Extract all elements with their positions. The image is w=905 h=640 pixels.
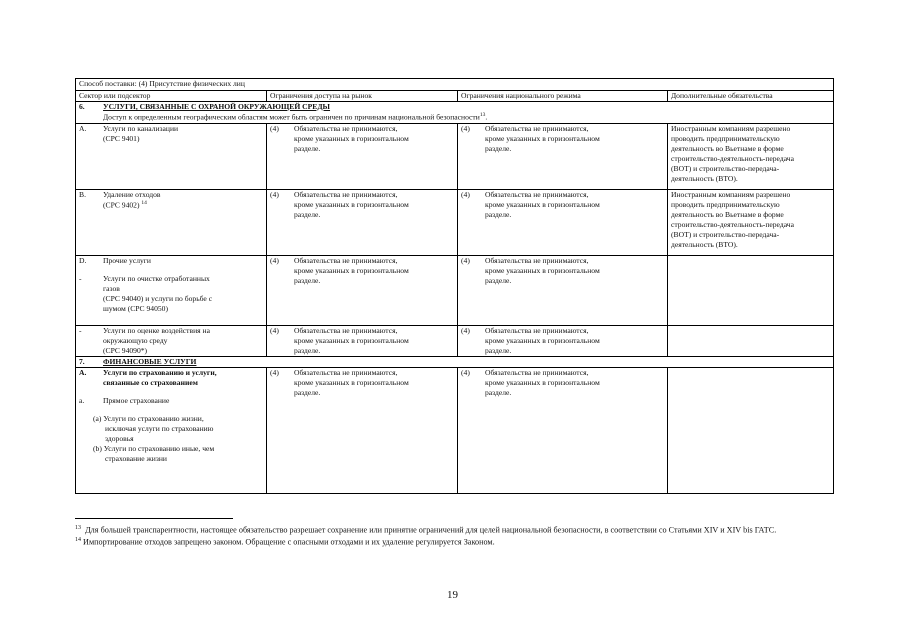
section-7-number: 7. [79,356,85,366]
market-access-cell: (4) Обязательства не принимаются, кроме указанных в горизонтальном разделе. [267,325,458,356]
sector-name: Прочие услуги [103,255,151,265]
row-eia: - Услуги по оценке воздействия на окружающую среду (CPC 94090*) (4) Обязательства не принимаются, кроме указанных в горизонтальном разделе. (4) Обязательства не принимаются, кроме указанных в горизонтальном разделе. [76,325,834,356]
header-sector: Сектор или подсектор [76,91,267,102]
section-6-title: УСЛУГИ, СВЯЗАННЫЕ С ОХРАНОЙ ОКРУЖАЮЩЕЙ СРЕДЫ [103,102,331,112]
additional-cell: Иностранным компаниям разрешено проводить предпринимательскую деятельность во Вьетнаме в форме строительство-деятельность-передача (BOT) и строительство-передача- деятельность (BTO). [668,189,834,255]
national-treatment-cell: (4) Обязательства не принимаются, кроме указанных в горизонтальном разделе. [458,123,668,189]
page-number: 19 [447,589,458,601]
section-6-row [76,102,834,124]
mode-label: Способ поставки: (4) Присутствие физических лиц [76,79,834,91]
section-7-title: ФИНАНСОВЫЕ УСЛУГИ [103,356,197,366]
header-market-access: Ограничения доступа на рынок [267,91,458,102]
market-access-cell: (4) Обязательства не принимаются, кроме указанных в горизонтальном разделе. [267,367,458,493]
sector-cpc: (CPC 9401) [103,133,140,143]
footnote-ref-14[interactable]: 14 [141,199,147,206]
header-additional: Дополнительные обязательства [668,91,834,102]
additional-cell [668,325,834,356]
national-treatment-cell: (4) Обязательства не принимаются, кроме указанных в горизонтальном разделе. [458,255,668,325]
market-access-cell: (4) Обязательства не принимаются, кроме указанных в горизонтальном разделе. [267,255,458,325]
footnotes [75,524,833,548]
footnote-14: $^{14}$ Импортирование отходов запрещено законом. Обращение с опасными отходами и их удаление регулируется Законом. [75,536,495,547]
sector-cpc: (CPC 9402) $^{14}$ [103,199,147,210]
header-national-treatment: Ограничения национального режима [458,91,668,102]
additional-cell [668,367,834,493]
market-access-cell: (4) Обязательства не принимаются, кроме указанных в горизонтальном разделе. [267,123,458,189]
market-access-cell: (4) Обязательства не принимаются, кроме указанных в горизонтальном разделе. [267,189,458,255]
national-treatment-cell: (4) Обязательства не принимаются, кроме указанных в горизонтальном разделе. [458,189,668,255]
commitments-table [75,78,834,494]
section-6-note: Доступ к определенным географическим областям может быть ограничен по причинам национальной безопасности$^{13}$. [103,112,488,122]
row-letter: A. [79,123,87,133]
section-7-row [76,356,834,367]
row-sewage [76,123,834,189]
row-letter: B. [79,189,86,199]
sector-name: Услуги по канализации [103,123,179,133]
footnote-13: $^{13}$ Для большей транспарентности, настоящее обязательство разрешает сохранение или принятие ограничений для целей национальной безопасности, в соответствии со Статьями XIV и XIV bis ГАТС. [75,525,777,535]
section-6-number: 6. [79,102,85,112]
footnote-ref-13[interactable]: 13 [479,112,486,119]
row-insurance: A. Услуги по страхованию и услуги, связанные со страхованием a. Прямое страхование (a) Услуги по страхованию жизни, исключая услуги по страхованию здоровья (b) Услуги по страхованию иные, чем страхование жизни (4) Обязательства не принимаются, кроме указанных в горизонтальном разделе. (4) Обязательства не принимаются, кроме указанных в горизонтальном разделе. [76,367,834,493]
national-treatment-cell: (4) Обязательства не принимаются, кроме указанных в горизонтальном разделе. [458,367,668,493]
sector-name: Удаление отходов [103,189,161,199]
row-other-services: D. Прочие услуги - Услуги по очистке отработанных газов (CPC 94040) и услуги по борьбе с шумом (CPC 94050) (4) Обязательства не принимаются, кроме указанных в горизонтальном разделе. (4) Обязательства не принимаются, кроме указанных в горизонтальном разделе. [76,255,834,325]
row-letter: D. [79,255,87,265]
row-refuse [76,189,834,255]
additional-cell: Иностранным компаниям разрешено проводить предпринимательскую деятельность во Вьетнаме в форме строительство-деятельность-передача (BOT) и строительство-передача- деятельность (BTO). [668,123,834,189]
footnote-separator [75,518,233,519]
mode-row [76,79,834,91]
header-row [76,91,834,102]
additional-cell [668,255,834,325]
national-treatment-cell: (4) Обязательства не принимаются, кроме указанных в горизонтальном разделе. [458,325,668,356]
